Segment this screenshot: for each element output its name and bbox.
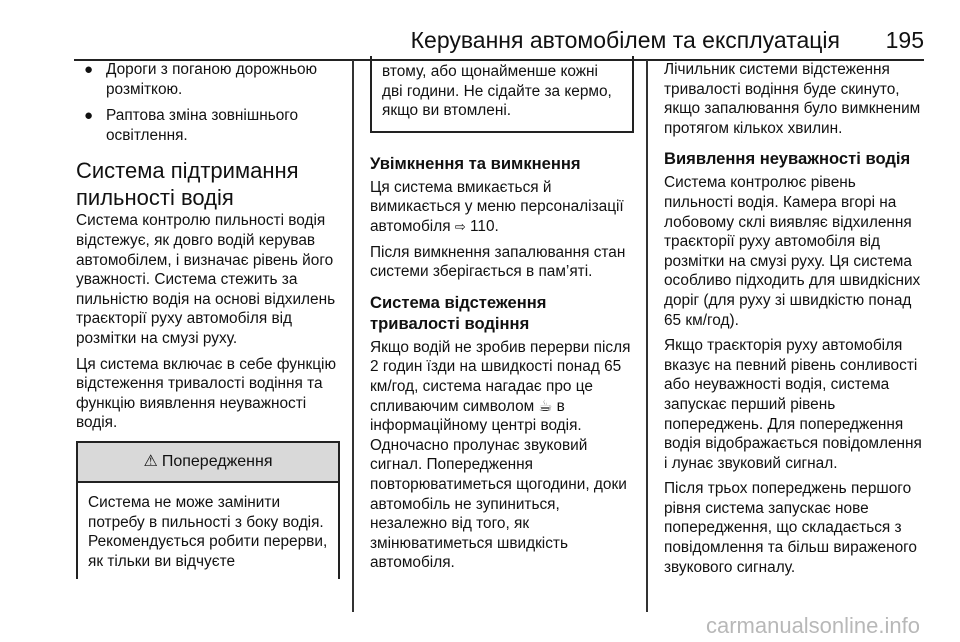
- column-1: [76, 60, 340, 642]
- page-header-title: Керування автомобілем та експлуатація: [410, 27, 840, 53]
- paragraph: Після трьох попереджень першого рівня система запускає нове попередження, що складається з повідомлення та більш вираженого звукового сигналу.: [664, 480, 917, 576]
- subsection-title: Виявлення неуважності водія: [664, 149, 911, 169]
- warning-title: [78, 441, 338, 483]
- page-reference[interactable]: 110.: [470, 217, 499, 235]
- list-item: [76, 60, 340, 99]
- paragraph: Ця система вмикається й вимикається у меню персоналізації автомобіля ⇨ 110.: [370, 178, 624, 235]
- paragraph: Якщо водій не зробив перерви після 2 годин їзди на швидкості понад 65 км/год, система нагадає про це спливаючим символом ☕ в інформаційному центрі водія. Одночасно пролунає звуковий сигнал. Попередження повторюватиметься щогодини, доки автомобіль не зупиниться, незалежно від того, як змінюватиметься швидкість автомобіля.: [370, 338, 631, 572]
- warning-triangle-icon: ⚠: [143, 452, 158, 470]
- page-number: 195: [885, 27, 924, 53]
- bullet-list: [76, 60, 340, 145]
- coffee-cup-icon: ☕: [538, 397, 553, 415]
- list-item-text: Дороги з поганою дорожньою розміткою.: [106, 61, 318, 98]
- subsection-title: Система відстеження тривалості водіння: [370, 292, 547, 333]
- column-3: [664, 60, 928, 642]
- bullet-icon: ●: [84, 107, 94, 125]
- warning-title-text: Попередження: [161, 452, 273, 470]
- column-divider: [352, 60, 354, 612]
- column-2: [370, 60, 634, 642]
- section-title: Система підтримання пильності водія: [76, 158, 299, 211]
- warning-box-continued: втому, або щонайменше кожні дві години. Не сідайте за кермо, якщо ви втомлені.: [370, 56, 634, 133]
- warning-text: Система не може замінити потребу в пильності з боку водія. Рекомендується робити перерви, як тільки ви відчуєте: [88, 493, 328, 570]
- paragraph: Після вимкнення запалювання стан системи зберігається в пам’яті.: [370, 243, 626, 281]
- paragraph: Ця система включає в себе функцію відстеження тривалості водіння та функцію виявлення неуважності водія.: [76, 355, 337, 432]
- subsection-title: Увімкнення та вимкнення: [370, 153, 581, 173]
- paragraph: Якщо траєкторія руху автомобіля вказує на певний рівень сонливості або неуважності водія, система запускає перший рівень попереджень. Для попередження водія відображається повідомлення і лунає звуковий сигнал.: [664, 337, 922, 472]
- list-item: [76, 106, 340, 145]
- bullet-icon: ●: [84, 61, 94, 78]
- paragraph: Система контролює рівень пильності водія. Камера вгорі на лобовому склі виявляє відхилення траєкторії руху автомобіля від розмітки на смузі руху. Ця система особливо підходить для швидкісних доріг (для руху зі швидкістю понад 65 км/год).: [664, 174, 921, 329]
- paragraph: Система контролю пильності водія відстежує, як довго водій керував автомобілем, і визначає рівень його уважності. Система стежить за пильністю водія на основі відхилень траєкторії руху автомобіля від розмітки на смузі руху.: [76, 212, 336, 347]
- column-divider: [646, 60, 648, 612]
- paragraph: Лічильник системи відстеження тривалості водіння буде скинуто, якщо запалювання було вимкненим протягом кількох хвилин.: [664, 61, 921, 137]
- watermark: carmanualsonline.info: [705, 613, 920, 638]
- warning-box: [76, 441, 340, 579]
- list-item-text: Раптова зміна зовнішнього освітлення.: [106, 107, 299, 144]
- page-reference-arrow-icon: ⇨: [454, 218, 466, 234]
